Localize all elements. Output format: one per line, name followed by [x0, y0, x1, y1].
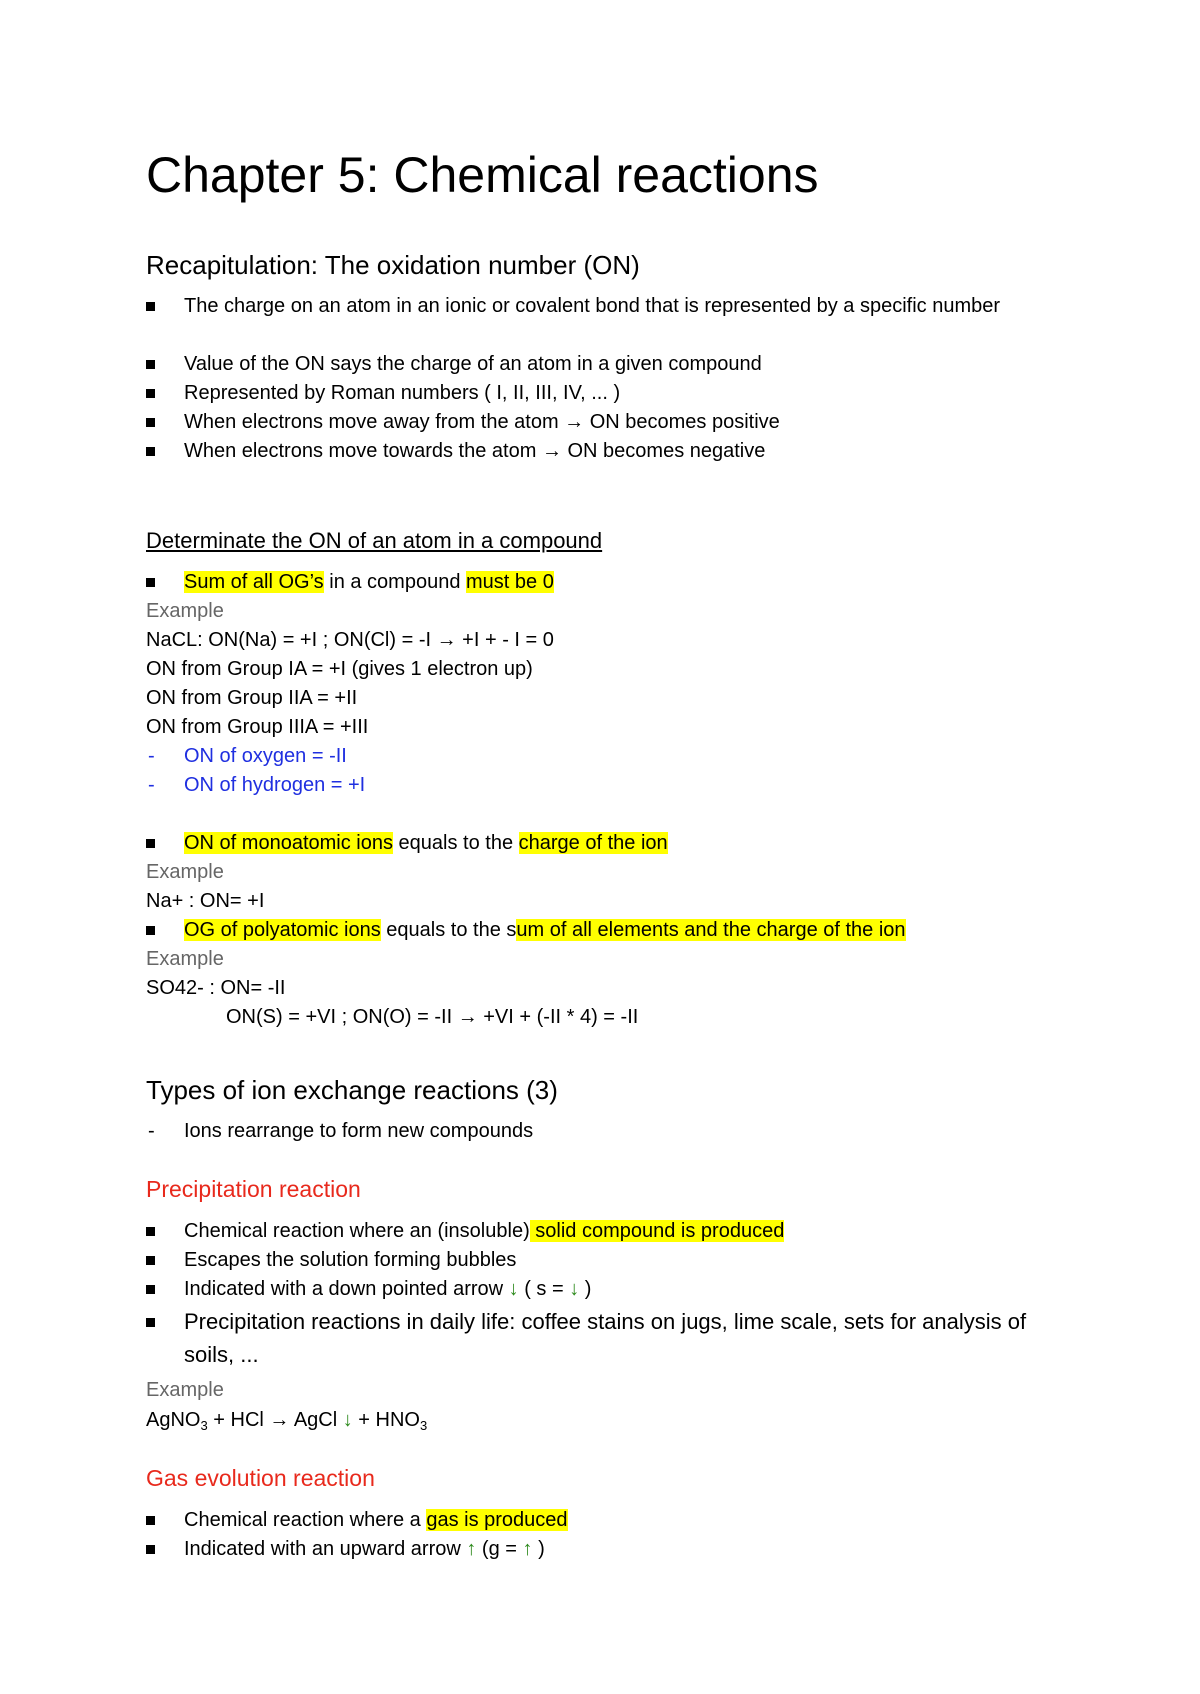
highlight: OG of polyatomic ions [184, 919, 381, 941]
highlight: Sum of all OG’s [184, 571, 324, 593]
bullet-square-icon [146, 447, 155, 456]
list-item: Indicated with an upward arrow ↑ (g = ↑ ) [184, 1535, 545, 1563]
example-label: Example [146, 948, 224, 970]
text-line: ON from Group IA = +I (gives 1 electron up) [146, 658, 533, 680]
equation: AgNO$_3$ + HCl → AgCl ↓ + $HNO_3$ [146, 1409, 428, 1433]
list-item: OG of polyatomic ions equals to the sum of all elements and the charge of the ion [184, 916, 906, 944]
example-label: Example [146, 861, 224, 883]
types-heading: Types of ion exchange reactions (3) [146, 1075, 558, 1105]
dash-marker: - [148, 774, 155, 796]
bullet-square-icon [146, 1256, 155, 1265]
bullet-square-icon [146, 1227, 155, 1236]
bullet-square-icon [146, 578, 155, 587]
list-item: The charge on an atom in an ionic or covalent bond that is represented by a specific number [184, 292, 1064, 320]
bullet-square-icon [146, 302, 155, 311]
list-item: Chemical reaction where a gas is produced [184, 1506, 568, 1534]
bullet-square-icon [146, 389, 155, 398]
list-item: When electrons move away from the atom → ON becomes positive [184, 408, 780, 436]
up-arrow-icon: ↑ [522, 1538, 533, 1560]
text-line: SO42- : ON= -II [146, 977, 286, 999]
bullet-square-icon [146, 1516, 155, 1525]
bullet-square-icon [146, 360, 155, 369]
bullet-square-icon [146, 418, 155, 427]
list-item: When electrons move towards the atom → ON becomes negative [184, 437, 765, 465]
highlight: ON of monoatomic ions [184, 832, 393, 854]
page-title: Chapter 5: Chemical reactions [146, 147, 819, 203]
highlight: um of all elements and the charge of the ion [516, 919, 906, 941]
list-item: Indicated with a down pointed arrow ↓ ( s = ↓ ) [184, 1275, 591, 1303]
highlight: must be 0 [466, 571, 554, 593]
list-item: Escapes the solution forming bubbles [184, 1246, 516, 1274]
bullet-square-icon [146, 1318, 155, 1327]
determinate-heading: Determinate the ON of an atom in a compound [146, 528, 603, 553]
down-arrow-icon: ↓ [508, 1278, 519, 1300]
dash-item: - ON of oxygen = -II [184, 742, 347, 770]
up-arrow-icon: ↑ [466, 1538, 477, 1560]
text-line: NaCL: ON(Na) = +I ; ON(Cl) = -I → +I + - I = 0 [146, 629, 554, 651]
text-line: ON from Group IIA = +II [146, 687, 358, 709]
example-label: Example [146, 600, 224, 622]
list-item: Precipitation reactions in daily life: coffee stains on jugs, lime scale, sets for analysis of soils, ... [184, 1305, 1064, 1371]
example-label: Example [146, 1379, 224, 1401]
list-item: Represented by Roman numbers ( I, II, III, IV, ... ) [184, 379, 620, 407]
bullet-square-icon [146, 1545, 155, 1554]
down-arrow-icon: ↓ [342, 1409, 353, 1431]
dash-item: - Ions rearrange to form new compounds [184, 1117, 533, 1145]
bullet-square-icon [146, 839, 155, 848]
list-item: Value of the ON says the charge of an atom in a given compound [184, 350, 762, 378]
text-line: ON(S) = +VI ; ON(O) = -II → +VI + (-II * 4) = -II [226, 1006, 639, 1028]
highlight: charge of the ion [518, 832, 668, 854]
precipitation-heading: Precipitation reaction [146, 1176, 361, 1202]
down-arrow-icon: ↓ [569, 1278, 580, 1300]
bullet-square-icon [146, 1285, 155, 1294]
dash-item: - ON of hydrogen = +I [184, 771, 365, 799]
text-line: Na+ : ON= +I [146, 890, 265, 912]
gas-evolution-heading: Gas evolution reaction [146, 1465, 375, 1491]
highlight: solid compound is produced [529, 1220, 785, 1242]
highlight: gas is produced [426, 1509, 568, 1531]
dash-marker: - [148, 745, 155, 767]
recap-heading: Recapitulation: The oxidation number (ON) [146, 250, 640, 280]
list-item: Chemical reaction where an (insoluble) solid compound is produced [184, 1217, 784, 1245]
bullet-square-icon [146, 926, 155, 935]
text-line: ON from Group IIIA = +III [146, 716, 369, 738]
dash-marker: - [148, 1120, 155, 1142]
list-item: ON of monoatomic ions equals to the charge of the ion [184, 829, 668, 857]
list-item: Sum of all OG’s in a compound must be 0 [184, 568, 554, 596]
